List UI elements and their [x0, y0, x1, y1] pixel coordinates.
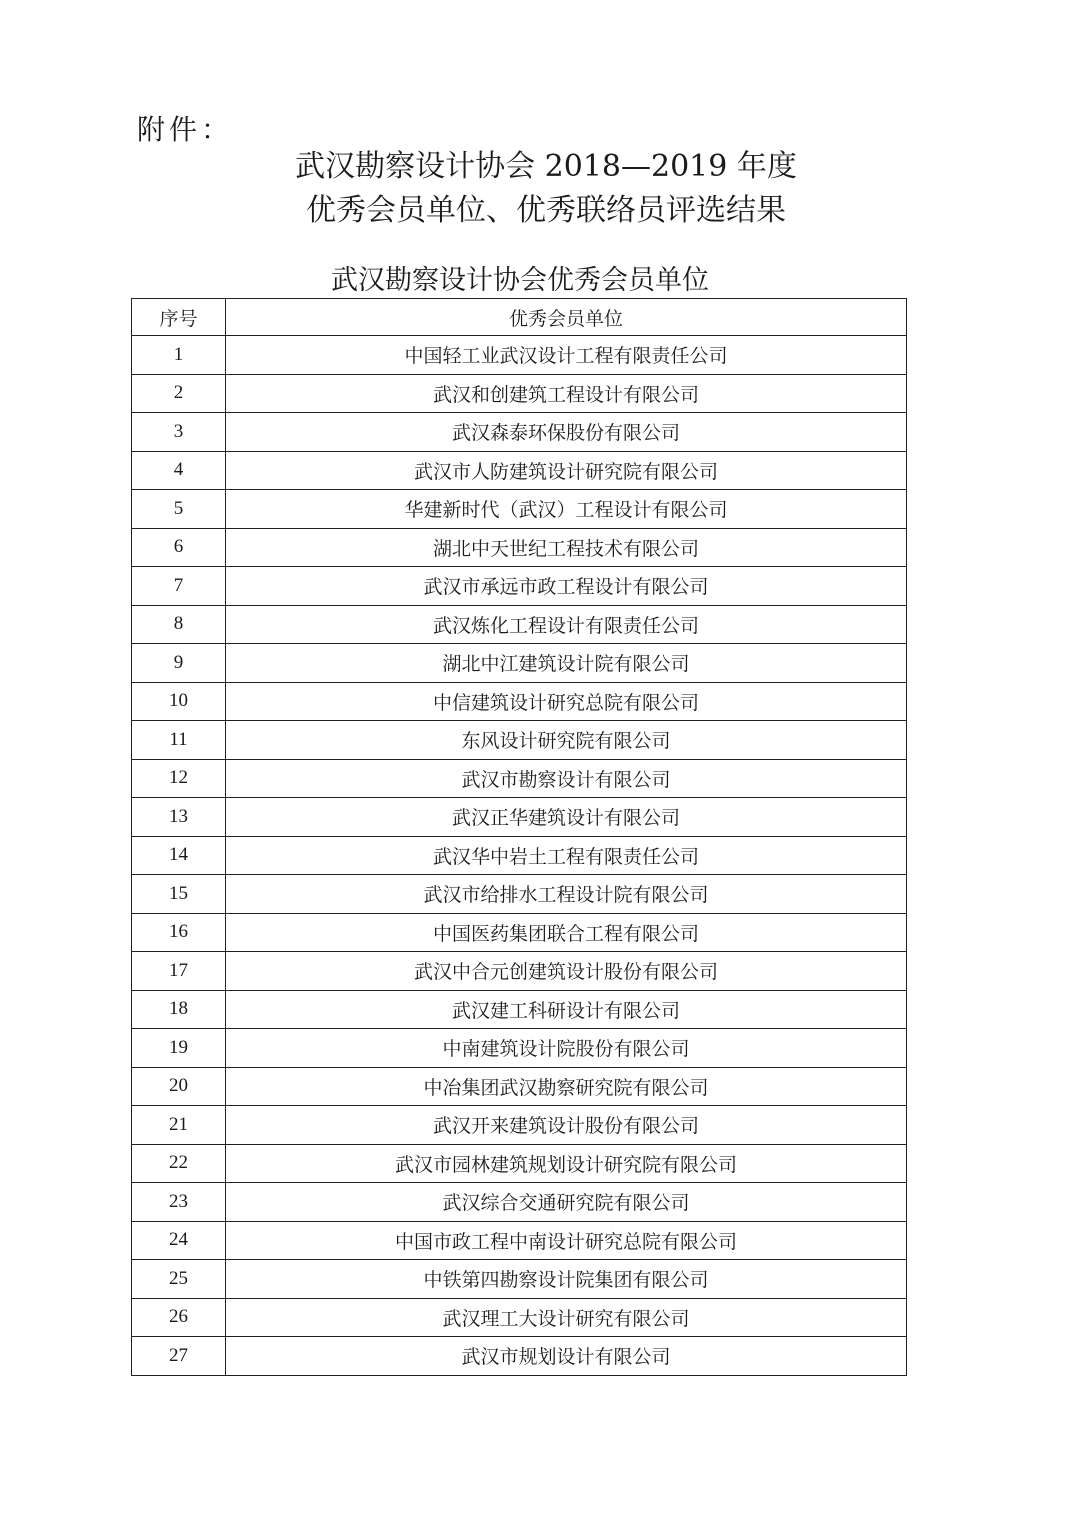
row-serial-number: 20	[132, 1067, 226, 1106]
table-row	[132, 952, 907, 991]
row-member-unit-name: 湖北中天世纪工程技术有限公司	[226, 528, 907, 567]
row-serial-number: 26	[132, 1298, 226, 1337]
table-row	[132, 1029, 907, 1068]
row-serial-number: 23	[132, 1183, 226, 1222]
row-member-unit-name: 武汉华中岩土工程有限责任公司	[226, 836, 907, 875]
row-serial-number: 6	[132, 528, 226, 567]
table-header-row	[132, 299, 907, 336]
row-member-unit-name: 武汉市勘察设计有限公司	[226, 759, 907, 798]
row-member-unit-name: 中南建筑设计院股份有限公司	[226, 1029, 907, 1068]
table-row	[132, 836, 907, 875]
table-row	[132, 1337, 907, 1376]
row-member-unit-name: 武汉理工大设计研究有限公司	[226, 1298, 907, 1337]
row-member-unit-name: 武汉中合元创建筑设计股份有限公司	[226, 952, 907, 991]
row-serial-number: 24	[132, 1221, 226, 1260]
table-caption: 武汉勘察设计协会优秀会员单位	[331, 265, 709, 296]
row-member-unit-name: 武汉市给排水工程设计院有限公司	[226, 875, 907, 914]
row-serial-number: 13	[132, 798, 226, 837]
table-row	[132, 1260, 907, 1299]
row-serial-number: 4	[132, 451, 226, 490]
row-serial-number: 15	[132, 875, 226, 914]
table-row	[132, 875, 907, 914]
row-member-unit-name: 中铁第四勘察设计院集团有限公司	[226, 1260, 907, 1299]
table-row	[132, 1183, 907, 1222]
row-serial-number: 12	[132, 759, 226, 798]
row-member-unit-name: 中国医药集团联合工程有限公司	[226, 913, 907, 952]
table-row	[132, 1067, 907, 1106]
row-serial-number: 18	[132, 990, 226, 1029]
table-row	[132, 1144, 907, 1183]
row-serial-number: 5	[132, 490, 226, 529]
table-row	[132, 721, 907, 760]
table-row	[132, 1298, 907, 1337]
row-serial-number: 8	[132, 605, 226, 644]
row-serial-number: 17	[132, 952, 226, 991]
table-row	[132, 759, 907, 798]
row-member-unit-name: 武汉正华建筑设计有限公司	[226, 798, 907, 837]
title-line-2: 优秀会员单位、优秀联络员评选结果	[306, 193, 786, 228]
row-serial-number: 2	[132, 374, 226, 413]
member-units-table	[131, 298, 907, 1376]
row-serial-number: 14	[132, 836, 226, 875]
row-serial-number: 21	[132, 1106, 226, 1145]
table-row	[132, 913, 907, 952]
row-member-unit-name: 武汉市园林建筑规划设计研究院有限公司	[226, 1144, 907, 1183]
table-row	[132, 682, 907, 721]
row-member-unit-name: 华建新时代（武汉）工程设计有限公司	[226, 490, 907, 529]
table-row	[132, 1106, 907, 1145]
title-line-1: 武汉勘察设计协会 2018—2019 年度	[295, 149, 797, 184]
row-member-unit-name: 武汉综合交通研究院有限公司	[226, 1183, 907, 1222]
table-row	[132, 490, 907, 529]
row-member-unit-name: 中冶集团武汉勘察研究院有限公司	[226, 1067, 907, 1106]
table-row	[132, 336, 907, 375]
document-title	[0, 145, 1080, 233]
row-serial-number: 3	[132, 413, 226, 452]
row-serial-number: 27	[132, 1337, 226, 1376]
row-serial-number: 11	[132, 721, 226, 760]
row-member-unit-name: 中国轻工业武汉设计工程有限责任公司	[226, 336, 907, 375]
row-serial-number: 1	[132, 336, 226, 375]
row-member-unit-name: 武汉市人防建筑设计研究院有限公司	[226, 451, 907, 490]
row-serial-number: 19	[132, 1029, 226, 1068]
row-member-unit-name: 中信建筑设计研究总院有限公司	[226, 682, 907, 721]
table-row	[132, 644, 907, 683]
row-serial-number: 22	[132, 1144, 226, 1183]
table-row	[132, 374, 907, 413]
header-serial-number: 序号	[132, 299, 226, 336]
header-member-unit: 优秀会员单位	[226, 299, 907, 336]
table-row	[132, 413, 907, 452]
row-member-unit-name: 武汉森泰环保股份有限公司	[226, 413, 907, 452]
row-serial-number: 16	[132, 913, 226, 952]
table-row	[132, 605, 907, 644]
table-row	[132, 528, 907, 567]
row-serial-number: 25	[132, 1260, 226, 1299]
row-member-unit-name: 武汉和创建筑工程设计有限公司	[226, 374, 907, 413]
table-row	[132, 451, 907, 490]
row-member-unit-name: 武汉建工科研设计有限公司	[226, 990, 907, 1029]
row-member-unit-name: 中国市政工程中南设计研究总院有限公司	[226, 1221, 907, 1260]
row-member-unit-name: 武汉市规划设计有限公司	[226, 1337, 907, 1376]
table-row	[132, 990, 907, 1029]
attachment-label: 附件：	[137, 113, 234, 146]
table-row	[132, 567, 907, 606]
row-member-unit-name: 湖北中江建筑设计院有限公司	[226, 644, 907, 683]
row-serial-number: 9	[132, 644, 226, 683]
row-member-unit-name: 武汉开来建筑设计股份有限公司	[226, 1106, 907, 1145]
row-member-unit-name: 东风设计研究院有限公司	[226, 721, 907, 760]
row-member-unit-name: 武汉炼化工程设计有限责任公司	[226, 605, 907, 644]
table-row	[132, 1221, 907, 1260]
row-member-unit-name: 武汉市承远市政工程设计有限公司	[226, 567, 907, 606]
table-row	[132, 798, 907, 837]
row-serial-number: 10	[132, 682, 226, 721]
row-serial-number: 7	[132, 567, 226, 606]
